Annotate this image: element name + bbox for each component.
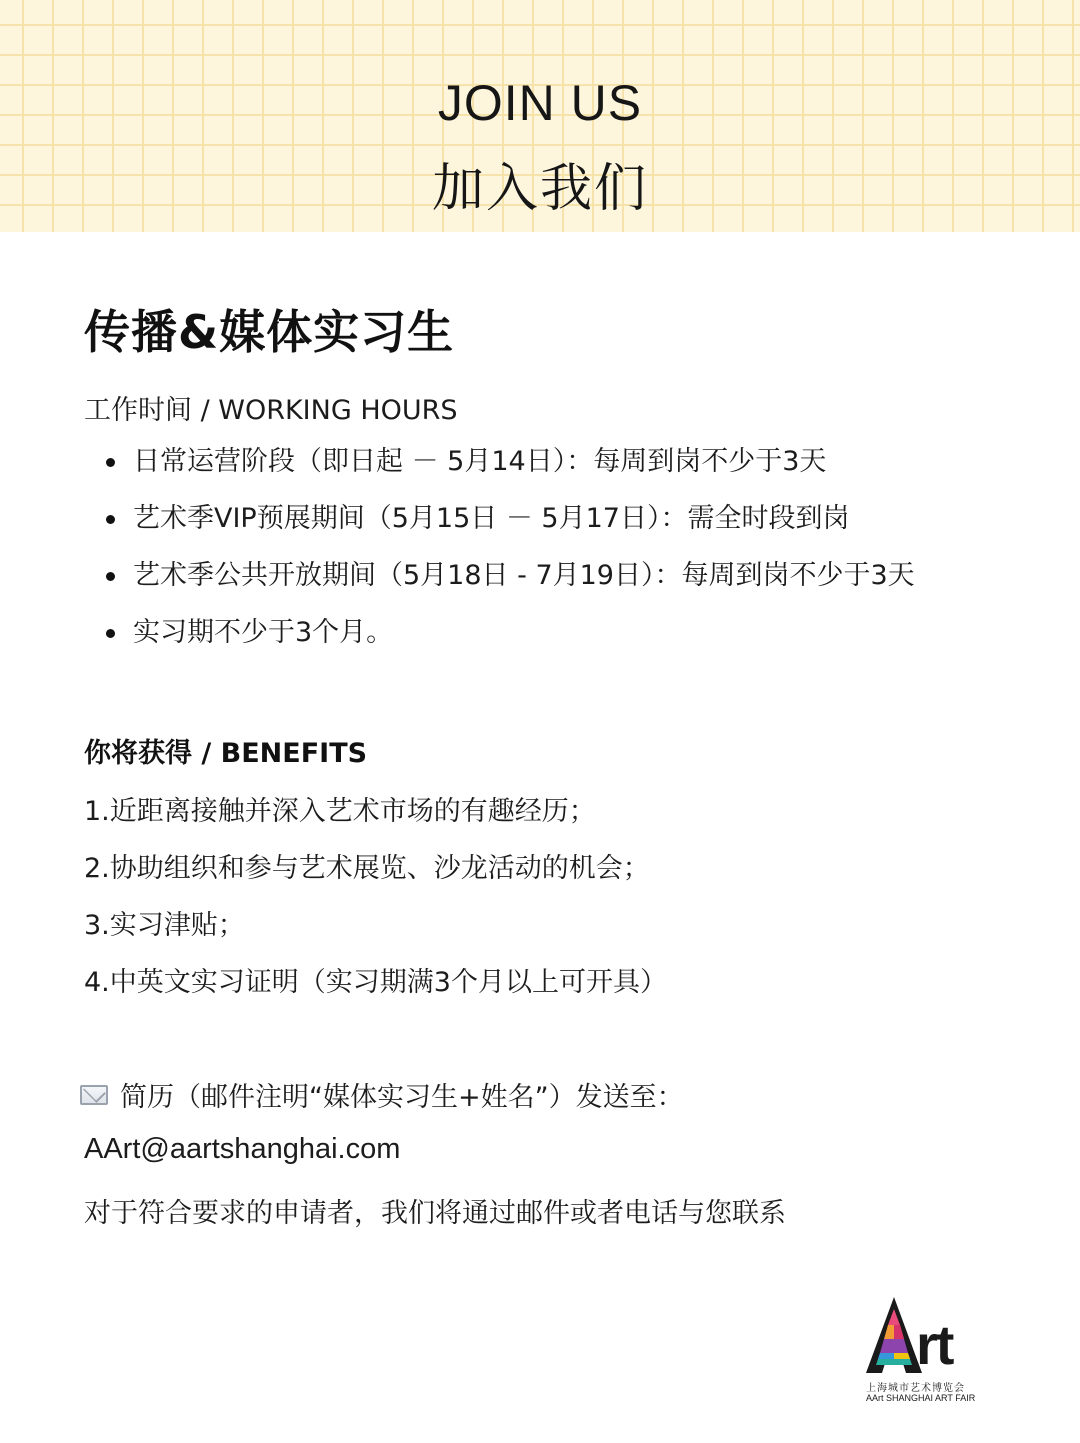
benefit-item: 2.协助组织和参与艺术展览、沙龙活动的机会； bbox=[84, 853, 650, 884]
list-item bbox=[106, 444, 915, 501]
bullet-icon bbox=[106, 572, 115, 581]
job-title: 传播&媒体实习生 bbox=[84, 305, 455, 359]
logo-a-mark-icon bbox=[864, 1295, 924, 1375]
benefit-item: 3.实习津贴； bbox=[84, 910, 245, 941]
list-item-text: 实习期不少于3个月。 bbox=[133, 617, 394, 648]
resume-text: 简历（邮件注明“媒体实习生+姓名”）发送至： bbox=[120, 1082, 684, 1113]
resume-instruction bbox=[80, 1075, 684, 1114]
bullet-icon bbox=[106, 629, 115, 638]
benefit-item: 4.中英文实习证明（实习期满3个月以上可开具） bbox=[84, 967, 667, 998]
header-title-cn: 加入我们 bbox=[431, 159, 648, 219]
header-title-en: JOIN US bbox=[437, 75, 643, 131]
working-hours-list bbox=[106, 444, 915, 672]
list-item-text: 艺术季公共开放期间（5月18日 - 7月19日）：每周到岗不少于3天 bbox=[133, 560, 915, 591]
list-item bbox=[106, 615, 915, 672]
benefit-item: 1.近距离接触并深入艺术市场的有趣经历； bbox=[84, 796, 596, 827]
working-hours-heading: 工作时间 / WORKING HOURS bbox=[84, 395, 458, 426]
list-item-text: 日常运营阶段（即日起 － 5月14日）：每周到岗不少于3天 bbox=[133, 446, 827, 477]
logo-wordmark: rt bbox=[916, 1313, 953, 1376]
list-item-text: 艺术季VIP预展期间（5月15日 － 5月17日）：需全时段到岗 bbox=[133, 503, 850, 534]
header-banner bbox=[0, 0, 1080, 232]
email-link[interactable]: AArt@aartshanghai.com bbox=[84, 1133, 401, 1165]
list-item bbox=[106, 501, 915, 558]
aart-logo bbox=[864, 1295, 980, 1407]
bullet-icon bbox=[106, 515, 115, 524]
contact-note: 对于符合要求的申请者，我们将通过邮件或者电话与您联系 bbox=[84, 1198, 786, 1229]
envelope-icon bbox=[80, 1085, 108, 1105]
benefits-heading: 你将获得 / BENEFITS bbox=[84, 738, 368, 769]
bullet-icon bbox=[106, 458, 115, 467]
logo-name-cn: 上海城市艺术博览会 bbox=[866, 1383, 965, 1394]
logo-name-en: AArt SHANGHAI ART FAIR bbox=[866, 1393, 976, 1403]
list-item bbox=[106, 558, 915, 615]
